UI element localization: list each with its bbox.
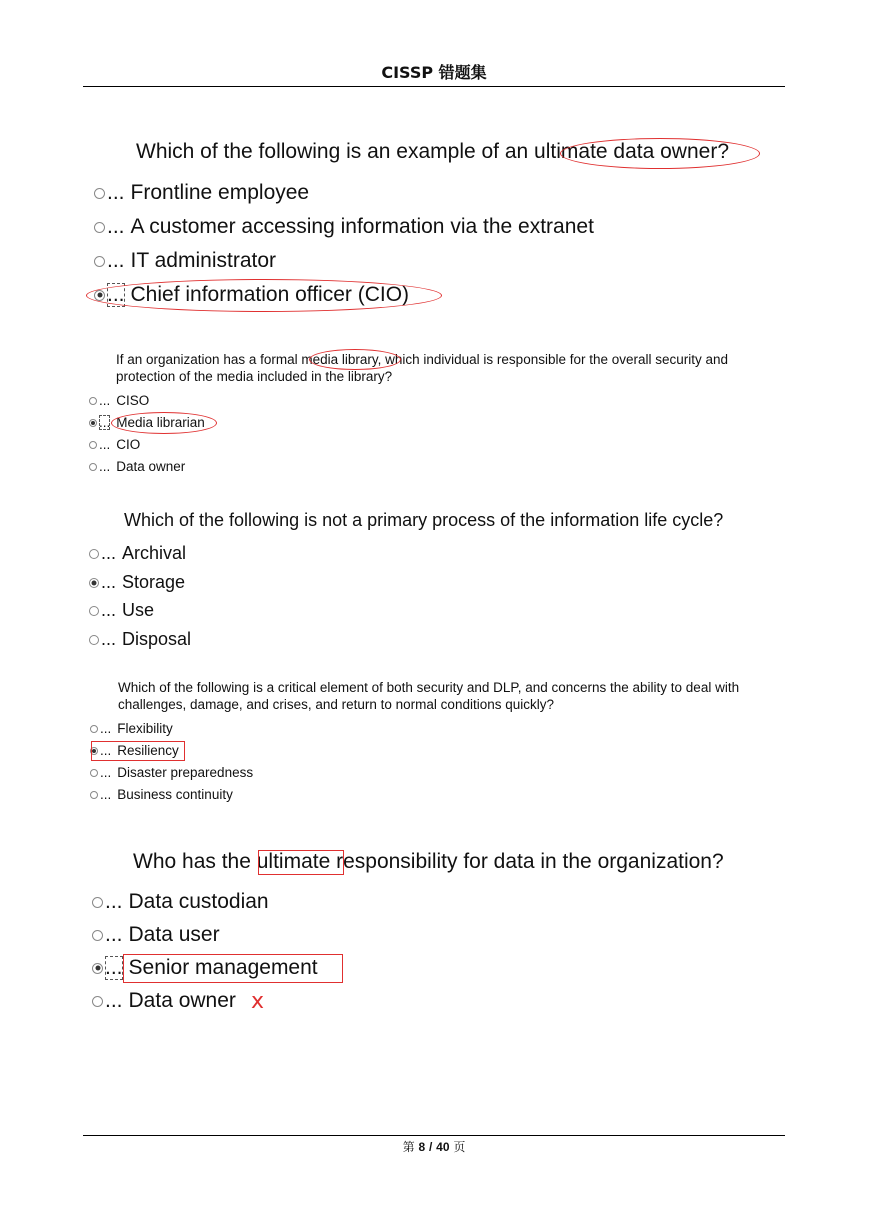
option-label: Data user xyxy=(128,923,220,946)
option-label: Media librarian xyxy=(116,415,205,430)
option-label: Archival xyxy=(122,543,187,563)
option-label: Use xyxy=(122,600,155,620)
option-label: Chief information officer (CIO) xyxy=(130,283,410,306)
option-b[interactable]: ... A customer accessing information via the extranet xyxy=(94,215,594,239)
option-d[interactable]: ... Data owner xyxy=(92,989,236,1013)
radio-button-selected[interactable] xyxy=(90,747,98,755)
radio-button-selected[interactable] xyxy=(89,419,97,427)
option-label: CIO xyxy=(116,437,141,452)
option-c[interactable]: ... Use xyxy=(89,600,154,621)
option-c[interactable]: ... IT administrator xyxy=(94,249,276,273)
page-separator: / xyxy=(428,1140,433,1154)
option-b[interactable]: ... Data user xyxy=(92,923,220,947)
radio-button[interactable] xyxy=(92,930,103,941)
option-b[interactable]: ... Resiliency xyxy=(90,743,179,758)
page-header xyxy=(83,56,785,87)
page-footer xyxy=(83,1138,785,1155)
option-c[interactable]: ... Disaster preparedness xyxy=(90,765,253,780)
option-label: Data custodian xyxy=(128,890,269,913)
option-label: Data owner xyxy=(128,989,236,1012)
radio-button[interactable] xyxy=(92,996,103,1007)
option-label: Business continuity xyxy=(117,787,233,802)
option-d[interactable]: ... Business continuity xyxy=(90,787,233,802)
footer-prefix: 第 xyxy=(402,1140,415,1154)
option-label: Flexibility xyxy=(117,721,173,736)
question-text: Who has the ultimate responsibility for data in the organization? xyxy=(133,850,724,873)
page-total: 40 xyxy=(436,1140,450,1154)
question-text: Which of the following is a critical element of both security and DLP, and concerns the ability to deal with challenges, damage, and crises, and return to normal conditions quickly? xyxy=(118,680,740,712)
radio-button[interactable] xyxy=(89,441,97,449)
footer-suffix: 页 xyxy=(453,1140,466,1154)
radio-button[interactable] xyxy=(89,463,97,471)
option-label: Resiliency xyxy=(117,743,179,758)
option-d[interactable]: ... Disposal xyxy=(89,629,191,650)
footer-divider xyxy=(83,1135,785,1136)
option-c[interactable]: ... CIO xyxy=(89,437,140,452)
page-number: 8 xyxy=(418,1140,426,1154)
option-d[interactable]: ... Data owner xyxy=(89,459,185,474)
option-label: Data owner xyxy=(116,459,186,474)
wrong-mark: x xyxy=(251,989,265,1014)
radio-button[interactable] xyxy=(89,397,97,405)
radio-button-selected[interactable] xyxy=(92,963,103,974)
option-label: IT administrator xyxy=(130,249,277,272)
option-a[interactable]: ... Frontline employee xyxy=(94,181,309,205)
option-b[interactable]: ... Media librarian xyxy=(89,415,205,430)
option-label: Storage xyxy=(122,572,186,592)
option-label: A customer accessing information via the extranet xyxy=(130,215,594,238)
option-label: CISO xyxy=(116,393,150,408)
radio-button[interactable] xyxy=(90,769,98,777)
radio-button[interactable] xyxy=(89,635,99,645)
option-label: Senior management xyxy=(128,956,318,979)
radio-button[interactable] xyxy=(94,188,105,199)
radio-button[interactable] xyxy=(94,222,105,233)
radio-button-selected[interactable] xyxy=(89,578,99,588)
option-b[interactable]: ... Storage xyxy=(89,572,185,593)
option-c[interactable]: ... Senior management xyxy=(92,956,318,980)
question-text: Which of the following is an example of an ultimate data owner? xyxy=(136,140,729,163)
radio-button[interactable] xyxy=(94,256,105,267)
option-label: Disaster preparedness xyxy=(117,765,254,780)
option-a[interactable]: ... Data custodian xyxy=(92,890,269,914)
option-label: Disposal xyxy=(122,629,192,649)
option-label: Frontline employee xyxy=(130,181,310,204)
option-d[interactable]: ... Chief information officer (CIO) xyxy=(94,283,409,307)
option-a[interactable]: ... Archival xyxy=(89,543,186,564)
page-title: CISSP 错题集 xyxy=(381,63,487,82)
question-text: Which of the following is not a primary process of the information life cycle? xyxy=(124,510,724,530)
radio-button[interactable] xyxy=(90,791,98,799)
radio-button-selected[interactable] xyxy=(94,290,105,301)
radio-button[interactable] xyxy=(89,549,99,559)
radio-button[interactable] xyxy=(89,606,99,616)
option-a[interactable]: ... CISO xyxy=(89,393,149,408)
question-text: If an organization has a formal media library, which individual is responsible for the overall security and protection of the media included in the library? xyxy=(116,352,729,384)
radio-button[interactable] xyxy=(92,897,103,908)
option-a[interactable]: ... Flexibility xyxy=(90,721,173,736)
radio-button[interactable] xyxy=(90,725,98,733)
